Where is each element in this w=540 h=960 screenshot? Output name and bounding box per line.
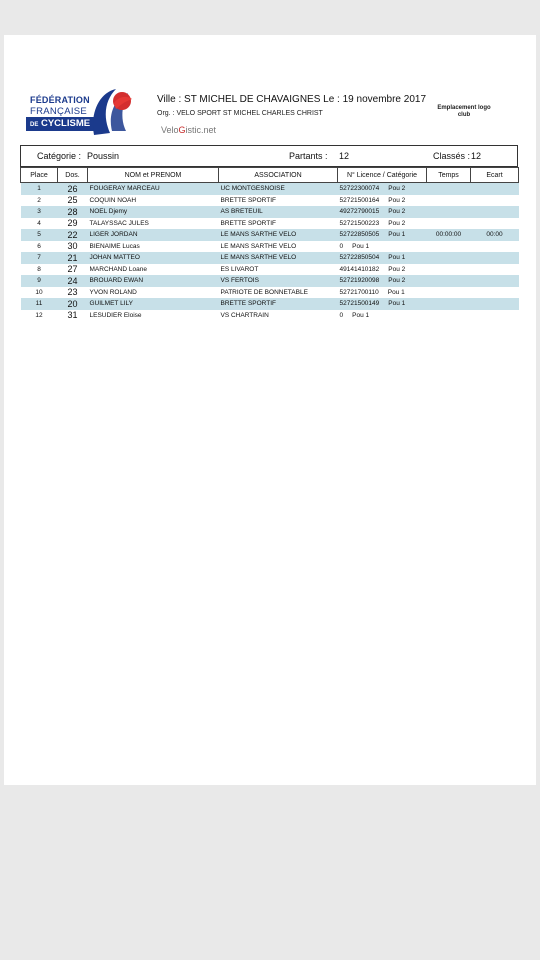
logo-line3-text: CYCLISME (40, 118, 91, 129)
licence-category: Pou 2 (388, 185, 406, 193)
licence-cell (338, 298, 427, 310)
association-cell: LE MANS SARTHE VELO (219, 252, 338, 264)
dos-cell: 20 (58, 298, 88, 310)
table-row (21, 229, 519, 241)
place-cell: 7 (21, 252, 58, 264)
temps-cell (427, 195, 471, 207)
logo-line1: FÉDÉRATION (30, 95, 90, 105)
table-row (21, 252, 519, 264)
licence-cell (338, 229, 427, 241)
licence-cell (338, 310, 427, 322)
licence-category: Pou 1 (387, 288, 405, 296)
place-cell: 12 (35, 311, 43, 319)
table-row (21, 241, 519, 253)
table-row (21, 264, 519, 276)
licence-category: Pou 2 (388, 208, 406, 216)
place-cell: 11 (21, 298, 58, 310)
licence-category: Pou 1 (352, 311, 370, 319)
categorie-value: Poussin (87, 151, 120, 161)
licence-category: Pou 1 (388, 254, 406, 262)
ecart-cell (471, 241, 519, 253)
place-cell: 10 (35, 288, 43, 296)
dos-cell: 26 (58, 183, 88, 195)
results-table (20, 167, 519, 321)
temps-cell (427, 218, 471, 230)
dos-cell: 24 (58, 275, 88, 287)
temps-cell (427, 310, 471, 322)
name-cell: YVON ROLAND (89, 288, 137, 296)
brand-part-a: Velo (161, 125, 179, 135)
place-cell: 1 (21, 183, 58, 195)
table-header-row (21, 168, 519, 183)
partants-value: 12 (339, 151, 350, 161)
category-summary (20, 145, 518, 167)
place-cell: 4 (37, 219, 41, 227)
licence-category: Pou 2 (388, 219, 406, 227)
licence-number: 0 (339, 311, 344, 319)
association-cell: ES LIVAROT (220, 265, 259, 273)
column-header: Ecart (471, 168, 519, 183)
ecart-cell (471, 275, 519, 287)
ecart-cell: 00:00 (471, 229, 519, 241)
table-row (21, 206, 519, 218)
licence-category: Pou 2 (388, 265, 406, 273)
ecart-cell (471, 298, 519, 310)
ffc-logo (26, 85, 136, 143)
licence-cell (338, 241, 427, 253)
name-cell: GUILMET LILY (88, 298, 219, 310)
licence-number: 0 (339, 242, 344, 250)
ecart-cell (471, 310, 519, 322)
name-cell: NOEL Djemy (88, 206, 219, 218)
licence-number: 52722300074 (339, 185, 380, 193)
licence-cell (338, 287, 427, 299)
licence-category: Pou 2 (388, 196, 406, 204)
dos-cell: 31 (67, 310, 78, 321)
classes-value: 12 (471, 151, 482, 161)
association-cell: AS BRETEUIL (219, 206, 338, 218)
name-cell: MARCHAND Loane (89, 265, 147, 273)
association-cell: VS FERTOIS (219, 275, 338, 287)
place-cell: 9 (21, 275, 58, 287)
column-header: N° Licence / Catégorie (338, 168, 427, 183)
association-cell: BRETTE SPORTIF (220, 196, 276, 204)
licence-number: 49141410182 (339, 265, 380, 273)
association-cell: VS CHARTRAIN (220, 311, 269, 319)
club-logo-placeholder: Emplacement logo club (437, 105, 491, 118)
ecart-cell (471, 264, 519, 276)
column-header: Dos. (58, 168, 88, 183)
dos-cell: 25 (67, 195, 78, 206)
logo-line3 (30, 118, 90, 129)
name-cell: FOUGERAY MARCEAU (88, 183, 219, 195)
licence-category: Pou 2 (388, 277, 406, 285)
association-cell: UC MONTGESNOISE (219, 183, 338, 195)
ecart-cell (471, 252, 519, 264)
velogistic-brand (161, 125, 216, 135)
dos-cell: 27 (67, 264, 78, 275)
dos-cell: 29 (67, 218, 78, 229)
brand-part-b: istic.net (185, 125, 217, 135)
ecart-cell (471, 195, 519, 207)
licence-number: 52721500149 (339, 300, 380, 308)
temps-cell (427, 275, 471, 287)
temps-cell (427, 183, 471, 195)
place-cell: 3 (21, 206, 58, 218)
logo-prefix: DE (30, 122, 39, 128)
licence-number: 52722850504 (339, 254, 380, 262)
licence-cell (338, 252, 427, 264)
dos-cell: 23 (67, 287, 78, 298)
licence-category: Pou 1 (352, 242, 370, 250)
column-header: ASSOCIATION (219, 168, 338, 183)
cyclist-swoosh-icon (88, 85, 136, 141)
ecart-cell (471, 287, 519, 299)
name-cell: LIGER JORDAN (88, 229, 219, 241)
dos-cell: 30 (67, 241, 78, 252)
name-cell: LESUDIER Eloise (89, 311, 142, 319)
dos-cell: 22 (58, 229, 88, 241)
dos-cell: 28 (58, 206, 88, 218)
table-row (21, 275, 519, 287)
ecart-cell (471, 183, 519, 195)
temps-cell (427, 287, 471, 299)
temps-cell (427, 264, 471, 276)
association-cell: LE MANS SARTHE VELO (220, 242, 297, 250)
licence-category: Pou 1 (388, 300, 406, 308)
categorie-label: Catégorie : (37, 151, 82, 161)
association-cell: PATRIOTE DE BONNETABLE (220, 288, 308, 296)
column-header: Temps (427, 168, 471, 183)
partants-label: Partants : (289, 151, 328, 161)
licence-cell (338, 264, 427, 276)
licence-cell (338, 275, 427, 287)
place-cell: 6 (37, 242, 41, 250)
table-row (21, 195, 519, 207)
licence-number: 52721500223 (339, 219, 380, 227)
ecart-cell (471, 206, 519, 218)
name-cell: COQUIN NOAH (89, 196, 137, 204)
column-header: NOM et PRENOM (88, 168, 219, 183)
table-row (21, 287, 519, 299)
association-cell: LE MANS SARTHE VELO (219, 229, 338, 241)
name-cell: TALAYSSAC JULES (89, 219, 149, 227)
classes-label: Classés : (433, 151, 471, 161)
temps-cell (427, 298, 471, 310)
logo-line2: FRANÇAISE (30, 106, 88, 117)
column-header: Place (21, 168, 58, 183)
licence-number: 52722850505 (339, 231, 380, 239)
licence-number: 49272790015 (339, 208, 380, 216)
licence-number: 52721920098 (339, 277, 380, 285)
place-cell: 2 (37, 196, 41, 204)
table-row (21, 298, 519, 310)
temps-cell (427, 206, 471, 218)
name-cell: BIENAIME Lucas (89, 242, 140, 250)
table-row (21, 183, 519, 195)
ecart-cell (471, 218, 519, 230)
table-row (21, 310, 519, 322)
licence-category: Pou 1 (388, 231, 406, 239)
temps-cell (427, 241, 471, 253)
association-cell: BRETTE SPORTIF (220, 219, 276, 227)
place-cell: 5 (21, 229, 58, 241)
association-cell: BRETTE SPORTIF (219, 298, 338, 310)
brand-part-g: G (178, 125, 186, 135)
licence-cell (338, 218, 427, 230)
temps-cell: 00:00:00 (427, 229, 471, 241)
licence-cell (338, 195, 427, 207)
licence-cell (338, 206, 427, 218)
race-venue-date: Ville : ST MICHEL DE CHAVAIGNES Le : 19 novembre 2017 (157, 94, 427, 105)
dos-cell: 21 (58, 252, 88, 264)
name-cell: JOHAN MATTEO (88, 252, 219, 264)
place-cell: 8 (37, 265, 41, 273)
temps-cell (427, 252, 471, 264)
results-sheet (4, 35, 536, 785)
licence-number: 52721700110 (339, 288, 379, 296)
licence-cell (338, 183, 427, 195)
licence-number: 52721500164 (339, 196, 380, 204)
race-organizer: Org. : VELO SPORT ST MICHEL CHARLES CHRIST (157, 110, 323, 117)
name-cell: BROUARD EWAN (88, 275, 219, 287)
table-row (21, 218, 519, 230)
